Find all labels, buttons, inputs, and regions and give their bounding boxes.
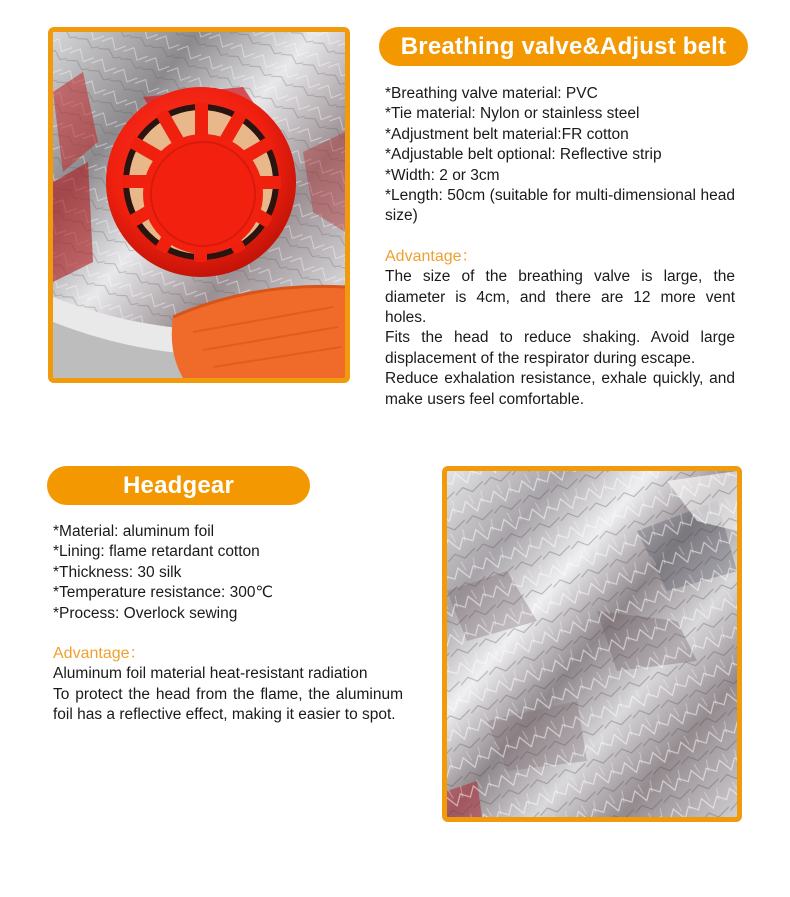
spec-line: *Tie material: Nylon or stainless steel [385, 105, 640, 123]
advantage-paragraph: To protect the head from the flame, the aluminum foil has a reflective effect, making it easier to spot. [53, 685, 403, 724]
advantage-paragraph: The size of the breathing valve is large, the diameter is 4cm, and there are 12 more vent holes. [385, 268, 735, 327]
advantage-label: Advantage： [53, 645, 146, 663]
spec-line: *Material: aluminum foil [53, 523, 215, 540]
advantage-paragraph: Fits the head to reduce shaking. Avoid large displacement of the respirator during escape. [385, 329, 735, 367]
aluminum-foil-image [447, 471, 737, 817]
spec-line: *Adjustable belt optional: Reflective strip [385, 146, 662, 164]
spec-line: *Lining: flame retardant cotton [53, 543, 260, 561]
spec-line: *Thickness: 30 silk [53, 563, 182, 581]
advantage-paragraph: Reduce exhalation resistance, exhale quickly, and make users feel comfortable. [385, 370, 735, 408]
breathing-valve-title-banner [379, 27, 748, 66]
spec-line: *Process: Overlock sewing [53, 604, 238, 622]
advantage-paragraph: Aluminum foil material heat-resistant radiation [53, 665, 368, 683]
advantage-label: Advantage： [385, 247, 478, 265]
spec-line: *Width: 2 or 3cm [385, 166, 500, 184]
headgear-specs [53, 522, 403, 726]
breathing-valve-image [53, 32, 345, 378]
spec-line: *Breathing valve material: PVC [385, 85, 598, 102]
breathing-valve-specs [385, 84, 735, 410]
headgear-title-banner [47, 466, 310, 505]
headgear-title: Headgear [123, 471, 234, 499]
breathing-valve-photo [48, 27, 350, 383]
spec-line: *Adjustment belt material:FR cotton [385, 125, 629, 143]
spec-line: *Temperature resistance: 300℃ [53, 584, 273, 602]
spec-line: *Length: 50cm (suitable for multi-dimensional head size) [385, 187, 735, 225]
headgear-foil-photo [442, 466, 742, 822]
breathing-valve-title: Breathing valve&Adjust belt [400, 32, 727, 60]
